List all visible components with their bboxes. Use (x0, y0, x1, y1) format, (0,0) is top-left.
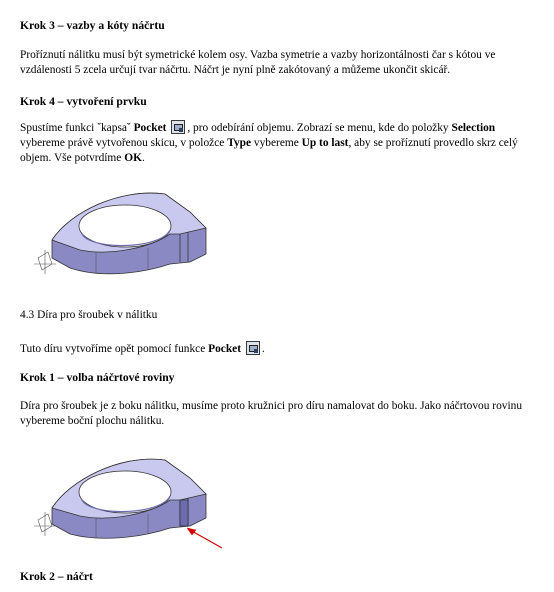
pocket-icon-2 (246, 341, 260, 355)
up-to-last-term: Up to last (301, 137, 349, 149)
pocket-icon (171, 120, 185, 134)
step1-heading: Krok 1 – volba náčrtové roviny (20, 371, 175, 384)
pocket-term: Pocket (133, 122, 167, 134)
part-hole-2 (79, 471, 171, 513)
pointer-arrow (187, 528, 222, 548)
clamp-part-figure-1 (30, 182, 210, 282)
selection-term: Selection (451, 122, 496, 134)
section-4-3-paragraph: Tuto díru vytvoříme opět pomocí funkce Pocket . (20, 343, 265, 355)
step1-paragraph: Díra pro šroubek je z boku nálitku, musíme proto kružnici pro díru namalovat do boku. Jako náčrtovou rovinu vybereme boční plochu nálitku. (20, 400, 523, 427)
section-4-3-title: 4.3 Díra pro šroubek v nálitku (20, 309, 158, 321)
step4-heading: Krok 4 – vytvoření prvku (20, 95, 147, 108)
step3-heading: Krok 3 – vazby a kóty náčrtu (20, 19, 165, 32)
part-hole (79, 205, 171, 247)
clamp-part-figure-2 (30, 450, 230, 554)
pocket-term-2: Pocket (208, 343, 242, 355)
step4-paragraph: Spustíme funkci ˇkapsaˇ Pocket , pro odebírání objemu. Zobrazí se menu, kde do položky Selection vybereme právě vytvořenou skicu, v položce Type vybereme Up to last, aby se proříznutí provedlo skrz celý objem. Vše potvrdíme OK. (20, 122, 518, 164)
ok-term: OK (124, 152, 142, 164)
type-term: Type (227, 137, 252, 149)
side-face (180, 500, 188, 526)
step3-paragraph: Proříznutí nálitku musí být symetrické kolem osy. Vazba symetrie a vazby horizontálnosti čar s kótou ve vzdálenosti 5 zcela určují tvar náčrtu. Náčrt je nyní plně zakótovaný a můžeme ukončit skicář. (20, 49, 496, 76)
step2-heading: Krok 2 – náčrt (20, 570, 93, 583)
